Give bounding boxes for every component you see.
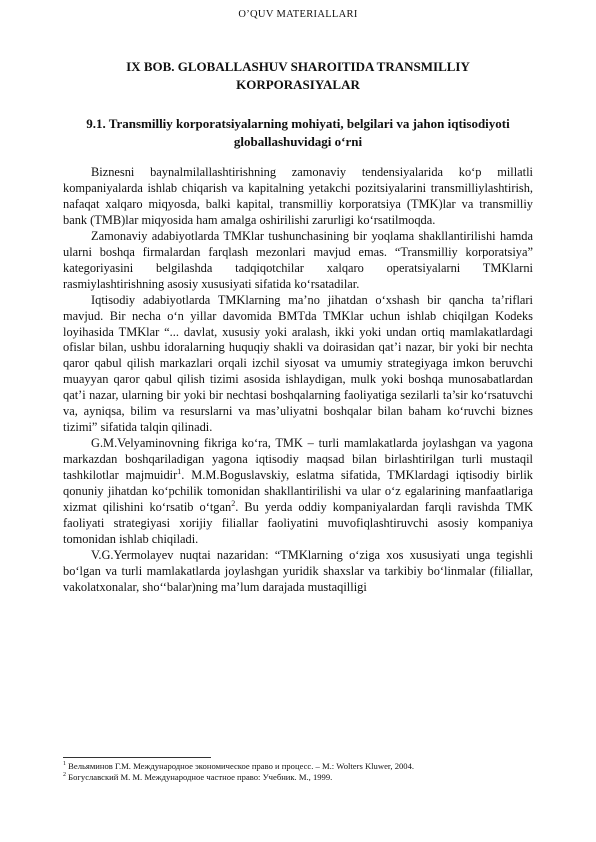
footnote-number: 1 (63, 761, 66, 768)
footnote-text: Богуславский М. М. Международное частное право: Учебник. М., 1999. (66, 772, 333, 782)
paragraph-4-part-a: G.M.Velyaminovning fikriga ko‘ra, TMK – turli mamlakatlarda joylashgan va yagona markazdan boshqariladigan yagona iqtisodiy maqsad bilan birlashtirilgan turli mustaqil tashkilotlar majmuidir (63, 436, 533, 483)
paragraph-2: Zamonaviy adabiyotlarda TMKlar tushunchasining bir yoqlama shakllantirilishi hamda ularni boshqa firmalardan farqlash mezonlari mavjud emas. “Transmilliy korporatsiya” kategoriyasini belgilashda tadqiqotchilar xalqaro operatsiyalarni TMKlarni rasmiylashtirishning asosiy xususiyati sifatida ko‘rsatadilar. (63, 228, 533, 291)
running-head: O’QUV MATERIALLARI (238, 9, 358, 20)
footnote-1 (63, 761, 533, 772)
footnotes (63, 761, 533, 783)
paragraph-4 (63, 436, 533, 548)
paragraph-1: Biznesni baynalmilallashtirishning zamonaviy tendensiyalarida ko‘p millatli kompaniyalarda ishlab chiqarish va kapitalning yetakchi pozitsiyalarini transmilliylashtirish, nafaqat xalqaro miqyosda, balki kapital, transmilliy korporatsiya (TMK)lar va transmilliy bank (TMB)lar miqyosida ham amalga oshirilishi zarurligi ko‘rsatilmoqda. (63, 165, 533, 227)
section-title: 9.1. Transmilliy korporatsiyalarning mohiyati, belgilari va jahon iqtisodiyoti globallashuvidagi o‘rni (86, 116, 510, 149)
footnote-text: Вельяминов Г.М. Международное экономическое право и процесс. – М.: Wolters Kluwer, 2004. (66, 761, 415, 771)
paragraph-3: Iqtisodiy adabiyotlarda TMKlarning ma’no jihatdan o‘xshash bir qancha ta’riflari mavjud. Bir necha o‘n yillar davomida BMTda TMKlar uchun ishlab chiqilgan Kodeks loyihasida TMKlar “... davlat, xususiy yoki aralash, ikki yoki undan ortiq mamlakatlardagi ofislar bilan, ushbu idoralarning huquqiy shakli va doirasidan qat’i nazar, bir yoki bir nechta qaror qabul qilish markazlari orqali izchil siyosat va umumiy strategiyaga imkon beruvchi muayyan qaror qabul qilish tizimi asosida ishlaydigan, mulk yoki boshqa munosabatlardan qat’i nazar, ularning bir yoki bir nechtasi boshqalarning faoliyatiga sezilarli ta’sir ko‘rsatuvchi va, ayniqsa, bilim va resurslarni va mas’uliyatni boshqalar bilan baham ko‘ruvchi biznes tizimi” sifatida talqin qilinadi. (63, 292, 533, 435)
footnote-number: 2 (63, 772, 66, 779)
chapter-title: IX BOB. GLOBALLASHUV SHAROITIDA TRANSMILLIY KORPORASIYALAR (126, 59, 470, 92)
footnote-2 (63, 772, 533, 783)
paragraph-4-part-b: . M.M.Boguslavskiy, eslatma sifatida, TMKlardagi iqtisodiy birlik qonuniy jihatdan ko‘pchilik tomonidan shakllantirilishi va ular o‘z egalarining manfaatlariga xizmat qilishini ko‘rsatib o‘tgan (63, 468, 534, 515)
footnote-ref-1[interactable]: 1 (177, 466, 182, 476)
footnote-ref-2[interactable]: 2 (231, 498, 236, 508)
footnote-divider (63, 757, 211, 758)
paragraph-5: V.G.Yermolayev nuqtai nazaridan: “TMKlarning o‘ziga xos xususiyati unga tegishli bo‘lgan va turli mamlakatlarda joylashgan yuridik shaxslar va tarkibiy bo‘linmalar (filiallar, vakolatxonalar, sho‘‘balar)ning ma’lum darajada mustaqilligi (63, 547, 533, 594)
body-text (63, 165, 533, 596)
paragraph-4-part-c: . Bu yerda oddiy kompaniyalardan farqli ravishda TMK faoliyati strategiyasi xorijiy filiallar faoliyatini muvofiqlashtiruvchi asosiy kompaniya tomonidan ishlab chiqiladi. (63, 500, 533, 546)
